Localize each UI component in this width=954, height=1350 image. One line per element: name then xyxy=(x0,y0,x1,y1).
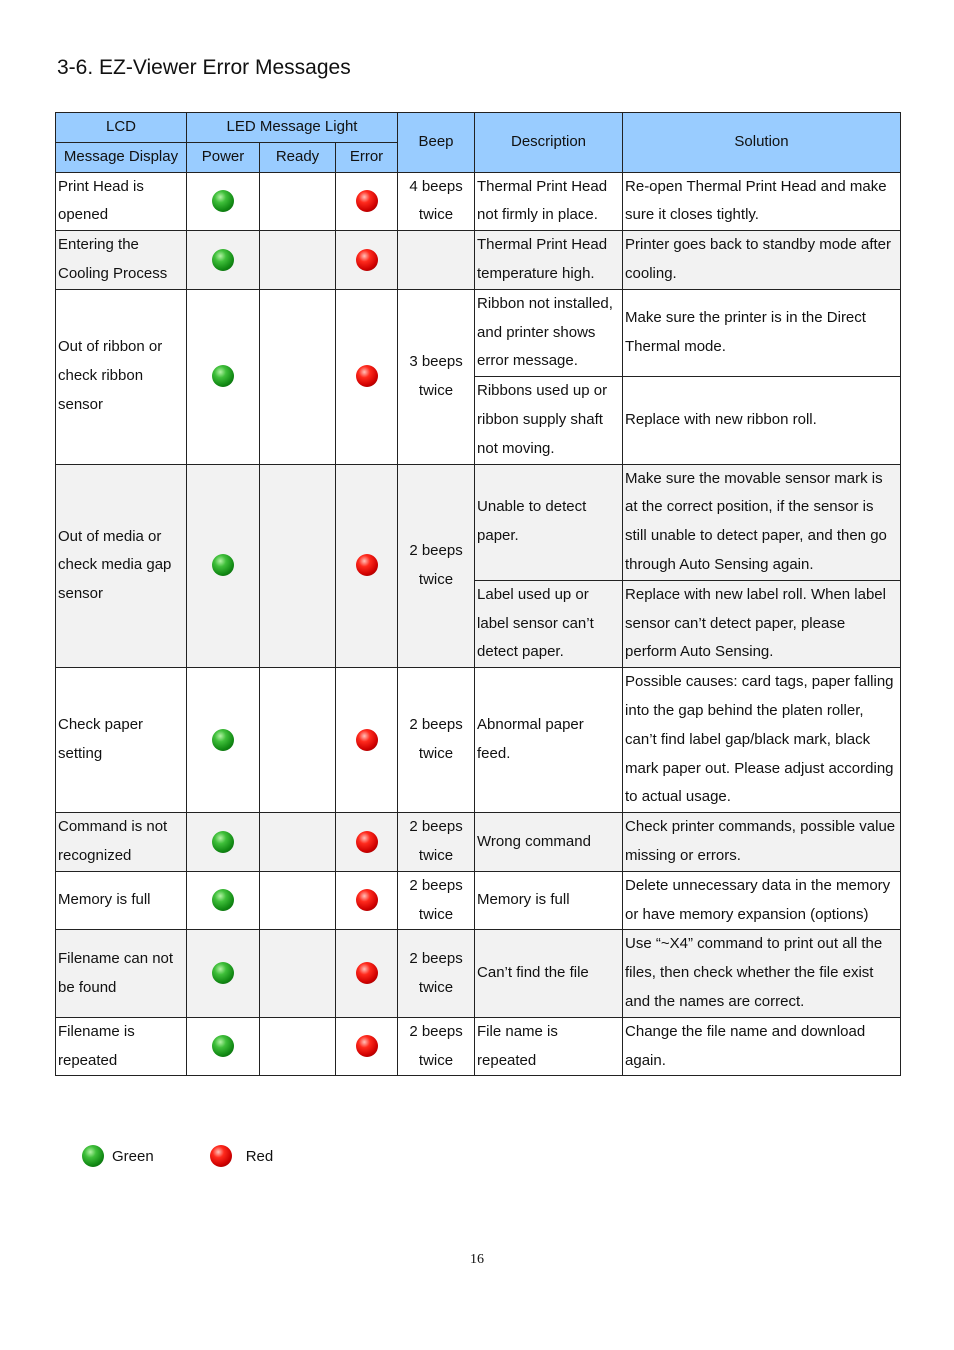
solution-cell: Printer goes back to standby mode after cooling. xyxy=(623,231,901,290)
page-number: 16 xyxy=(470,1252,484,1267)
power-cell xyxy=(187,289,260,464)
power-cell xyxy=(187,172,260,231)
beep-cell: 2 beeps twice xyxy=(398,464,475,668)
description-cell: Ribbons used up or ribbon supply shaft not moving. xyxy=(475,377,623,464)
table-row xyxy=(56,930,901,1017)
header-ready: Ready xyxy=(260,142,336,172)
solution-cell: Use “~X4” command to print out all the files, then check whether the file exist and the names are correct. xyxy=(623,930,901,1017)
red-led-icon xyxy=(356,249,378,271)
green-led-icon xyxy=(212,729,234,751)
description-cell: Ribbon not installed, and printer shows error message. xyxy=(475,289,623,376)
solution-cell: Make sure the printer is in the Direct Thermal mode. xyxy=(623,289,901,376)
description-cell: Abnormal paper feed. xyxy=(475,668,623,813)
power-cell xyxy=(187,871,260,930)
lcd-message: Check paper setting xyxy=(56,668,187,813)
error-cell xyxy=(336,172,398,231)
solution-cell: Make sure the movable sensor mark is at the correct position, if the sensor is still unable to detect paper, and then go through Auto Sensing again. xyxy=(623,464,901,580)
lcd-message: Out of ribbon or check ribbon sensor xyxy=(56,289,187,464)
ready-cell xyxy=(260,289,336,464)
beep-cell: 3 beeps twice xyxy=(398,289,475,464)
error-cell xyxy=(336,1017,398,1076)
red-led-icon xyxy=(356,190,378,212)
table-row xyxy=(56,231,901,290)
red-led-icon xyxy=(356,831,378,853)
beep-cell: 2 beeps twice xyxy=(398,668,475,813)
legend xyxy=(82,1145,273,1167)
error-cell xyxy=(336,464,398,668)
green-led-icon xyxy=(212,831,234,853)
error-cell xyxy=(336,813,398,872)
solution-cell: Re-open Thermal Print Head and make sure it closes tightly. xyxy=(623,172,901,231)
green-led-icon xyxy=(212,554,234,576)
table-row xyxy=(56,871,901,930)
lcd-message: Filename can not be found xyxy=(56,930,187,1017)
solution-cell: Delete unnecessary data in the memory or have memory expansion (options) xyxy=(623,871,901,930)
red-led-icon xyxy=(356,554,378,576)
beep-cell xyxy=(398,231,475,290)
error-cell xyxy=(336,871,398,930)
legend-red xyxy=(210,1145,274,1167)
legend-green xyxy=(82,1145,154,1167)
solution-cell: Change the file name and download again. xyxy=(623,1017,901,1076)
green-led-icon xyxy=(212,962,234,984)
ready-cell xyxy=(260,172,336,231)
description-cell: Label used up or label sensor can’t detect paper. xyxy=(475,580,623,667)
ready-cell xyxy=(260,231,336,290)
power-cell xyxy=(187,231,260,290)
description-cell: File name is repeated xyxy=(475,1017,623,1076)
lcd-message: Print Head is opened xyxy=(56,172,187,231)
description-cell: Wrong command xyxy=(475,813,623,872)
error-messages-table xyxy=(55,112,901,1076)
ready-cell xyxy=(260,464,336,668)
green-led-icon xyxy=(212,365,234,387)
ready-cell xyxy=(260,871,336,930)
page-title: 3-6. EZ-Viewer Error Messages xyxy=(57,56,351,79)
lcd-message: Memory is full xyxy=(56,871,187,930)
beep-cell: 4 beeps twice xyxy=(398,172,475,231)
lcd-message: Command is not recognized xyxy=(56,813,187,872)
header-beep: Beep xyxy=(398,113,475,173)
lcd-message: Entering the Cooling Process xyxy=(56,231,187,290)
error-cell xyxy=(336,668,398,813)
red-led-icon xyxy=(210,1145,232,1167)
description-cell: Unable to detect paper. xyxy=(475,464,623,580)
beep-cell: 2 beeps twice xyxy=(398,871,475,930)
header-error: Error xyxy=(336,142,398,172)
table-row xyxy=(56,289,901,376)
header-power: Power xyxy=(187,142,260,172)
beep-cell: 2 beeps twice xyxy=(398,930,475,1017)
solution-cell: Replace with new label roll. When label sensor can’t detect paper, please perform Auto Sensing. xyxy=(623,580,901,667)
header-message-display: Message Display xyxy=(56,142,187,172)
description-cell: Thermal Print Head temperature high. xyxy=(475,231,623,290)
legend-green-label: Green xyxy=(112,1147,154,1165)
green-led-icon xyxy=(212,1035,234,1057)
error-cell xyxy=(336,930,398,1017)
red-led-icon xyxy=(356,962,378,984)
table-row xyxy=(56,464,901,580)
description-cell: Can’t find the file xyxy=(475,930,623,1017)
solution-cell: Check printer commands, possible value missing or errors. xyxy=(623,813,901,872)
lcd-message: Out of media or check media gap sensor xyxy=(56,464,187,668)
beep-cell: 2 beeps twice xyxy=(398,813,475,872)
red-led-icon xyxy=(356,889,378,911)
red-led-icon xyxy=(356,365,378,387)
error-cell xyxy=(336,231,398,290)
power-cell xyxy=(187,464,260,668)
ready-cell xyxy=(260,668,336,813)
table-row xyxy=(56,813,901,872)
green-led-icon xyxy=(212,190,234,212)
ready-cell xyxy=(260,1017,336,1076)
legend-red-label: Red xyxy=(245,1147,274,1165)
red-led-icon xyxy=(356,1035,378,1057)
header-solution: Solution xyxy=(623,113,901,173)
table-row xyxy=(56,1017,901,1076)
power-cell xyxy=(187,668,260,813)
green-led-icon xyxy=(212,249,234,271)
ready-cell xyxy=(260,930,336,1017)
header-led-message-light: LED Message Light xyxy=(187,113,398,143)
solution-cell: Possible causes: card tags, paper falling into the gap behind the platen roller, can’t find label gap/black mark, black mark paper out. Please adjust according to actual usage. xyxy=(623,668,901,813)
description-cell: Thermal Print Head not firmly in place. xyxy=(475,172,623,231)
ready-cell xyxy=(260,813,336,872)
power-cell xyxy=(187,1017,260,1076)
table-row xyxy=(56,172,901,231)
description-cell: Memory is full xyxy=(475,871,623,930)
error-cell xyxy=(336,289,398,464)
header-description: Description xyxy=(475,113,623,173)
green-led-icon xyxy=(212,889,234,911)
red-led-icon xyxy=(356,729,378,751)
lcd-message: Filename is repeated xyxy=(56,1017,187,1076)
beep-cell: 2 beeps twice xyxy=(398,1017,475,1076)
table-row xyxy=(56,668,901,813)
solution-cell: Replace with new ribbon roll. xyxy=(623,377,901,464)
power-cell xyxy=(187,930,260,1017)
green-led-icon xyxy=(82,1145,104,1167)
power-cell xyxy=(187,813,260,872)
header-lcd: LCD xyxy=(56,113,187,143)
